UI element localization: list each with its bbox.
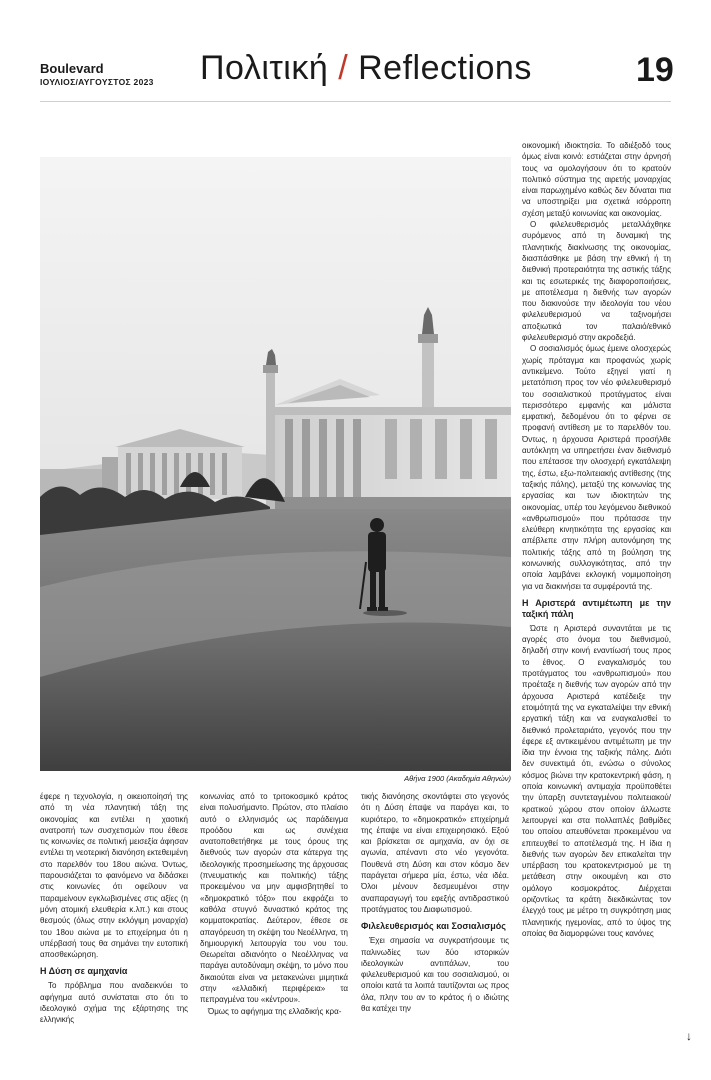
- subheading: Φιλελευθερισμός και Σοσιαλισμός: [361, 921, 506, 932]
- article-column-3: [361, 791, 509, 1061]
- photo-caption: Αθήνα 1900 (Ακαδημία Αθηνών): [404, 774, 511, 783]
- paragraph: Έχει σημασία να συγκρατήσουμε τις παλινωδίες των δύο ιστορικών ιδεολογικών αντιπάλων, του φιλελευθερισμού και του σοσιαλισμού, οι οποίοι κατά τα λοιπά ταυτίζονται ως προς όλα, πλην του αν το κράτος ή ο ιδιώτης θα κατέχει την: [361, 936, 509, 1014]
- paragraph: οικονομική ιδιοκτησία. Το αδιέξοδό τους όμως είναι κοινό: εστιάζεται στην άρνησή τους να ομολογήσουν ότι το κρατούν πολιτικό σύστημα της αιρετής μοναρχίας είναι παρωχημένο καθώς δεν δύναται πια να υποστηρίξει μια σχετικά ισόρροπη σχέση μεταξύ κοινωνίας και οικονομίας.: [522, 141, 671, 218]
- subheading: Η Αριστερά αντιμέτωπη με την ταξική πάλη: [522, 597, 671, 619]
- paragraph: Το πρόβλημα που αναδεικνύει το αφήγημα αυτό συνίσταται στο ότι το ιδεολογικό σχήμα της εξάρτησης της ελληνικής: [40, 981, 188, 1025]
- paragraph: Ο φιλελευθερισμός μεταλλάχθηκε συρόμενος από τη δυναμική της πλανητικής διακίνωσης της οικονομίας, διασπάσθηκε με βάση την εθνική ή τη διεθνική προτεραιότητα της αστικής τάξης και τις εσωτερικές της διαφοροποιήσεις, με αποτέλεσμα η διεθνής των αγορών που διακινούσε την ιδεολογία του νέου φιλελευθερισμού να ταξινομήσει αποξιωτικά τον παλαιό/εθνικό φιλελευθερισμό στην ακροδεξιά.: [522, 220, 671, 343]
- section-title-right: Reflections: [358, 49, 532, 87]
- section-title-left: Πολιτική: [200, 49, 329, 87]
- section-title-slash: /: [338, 49, 349, 87]
- paragraph: Ώστε η Αριστερά συναντάται με τις αγορές στο όνομα του διεθνισμού, δηλαδή στην κοινή εναντίωσή τους προς το έθνος. Ο εναγκαλισμός του προτάγματος του «ανθρωπισμού» που προέταξε η διεθνής των αγορών από την άρχουσα Αριστερά κατέδειξε την ετοιμότητά της να εγκαταλείψει την εθνική εργατική τάξη και να εναγκαλισθεί το διεθνικό προλεταριάτο, γεγονός που την έφερε εξ αντικειμένου αντιμέτωπη με την ίδια την έννοια της ταξικής πάλης. Διότι δεν συνεκτιμά ότι, ενώσω ο σύνολος κόσμος βιώνει την κρατοκεντρική φάση, η οποία κοινωνική αντιμαχία προϋποθέτει την ύπαρξη συντεταγμένου πολιτειακού/κρατικού χώρου στον οποίον άλλωστε λειτουργεί και στα πολλαπλές βαθμίδες του οποίου απευθύνεται προκειμένου να επιτευχθεί το αποτέλεσμά της. Η ίδια η διεθνής των αγορών δεν επικαλείται την υπέρβαση του κρατοκεντρισμού με τη μετάθεση στην οικουμένη και στο ομόλογο κοσμοκράτος. Διέρχεται οριζοντίως τα κράτη διεκδικώντας τον έλεγχό τους με μέτρο τη συγκρότηση μιας πλανητικής ηγεμονίας, από το ύψος της οποίας θα διαμορφώνει τους κανόνες: [522, 623, 671, 938]
- page-number: 19: [636, 51, 674, 89]
- article-photo: [40, 157, 511, 771]
- paragraph: Ο σοσιαλισμός όμως έμεινε ολοσχερώς χωρίς πρόταγμα και προφανώς χωρίς αντικείμενο. Τούτο εξηγεί γιατί η μετατόπιση προς τον νέο φιλελευθερισμό του σοσιαλιστικού προτάγματος είναι περισσότερο εμφανής και μάλιστα εμφατική, δεδομένου ότι το φέρνει σε προφανή αντίθεση με το παρελθόν του. Όντως, η άρχουσα Αριστερά προσήλθε αυτόκλητη να υπηρετήσει έναν διεθνισμό που επέτασσε την ολοσχερή εγκατάλειψη της, έστω, εξω-πολιτειακής αντίθεσης (της ταξικής πάλης), μεταξύ της κοινωνίας της εργασίας και των ιδιοκτητών της οικονομίας, υπέρ του λεγόμενου διεθνικού «ανθρωπισμού» που πρότασσε την ελεύθερη κινητικότητα της εργασίας και απέβλεπε στην πλήρη αυτονόμηση της πολιτικής τάξης από τη βούληση της κοινωνικής συλλογικότητας, από την οποία λαμβάνει εκλογική νομιμοποίηση για να διακινήσει τα συμφέροντά της.: [522, 344, 671, 591]
- paragraph: έφερε η τεχνολογία, η οικειοποίησή της από τη νέα πλανητική τάξη της οικονομίας και εντέλει η χαοτική ανατροπή των συσχετισμών που έθεσε τις κοινωνίες σε πολιτική μεισεξία άφησαν εντέλει τη νεοτερική διανόηση εκτεθειμένη στο παρελθόν του 18ου αιώνα. Όντως, παρουσιάζεται το φαινόμενο να διδάσκει στις κοινωνίες ότι οφείλουν να παραμείνουν εγκλωβισμένες στις αξίες (η μόνη ατομική ελευθερία κ.λπ.) και στους θεσμούς (όλως στην εκλόγιμη μοναρχία) του 18ου αιώνα με το επιχείρημα ότι η υπέρβασή τους θα σημάνει την ευτοπική αποσθεκώρηση.: [40, 792, 188, 960]
- paragraph: Όμως το αφήγημα της ελλαδικής κρα-: [208, 1006, 342, 1016]
- page-header: [0, 0, 711, 100]
- magazine-brand: Boulevard: [40, 61, 104, 76]
- issue-date: ΙΟΥΛΙΟΣ/ΑΥΓΟΥΣΤΟΣ 2023: [40, 77, 154, 87]
- article-column-1: [40, 791, 188, 1061]
- header-rule: [40, 101, 671, 102]
- section-title: [200, 48, 532, 88]
- paragraph: κοινωνίας από το τριτοκοσμικό κράτος είναι πολυσήμαντο. Πρώτον, στο πλαίσιο αυτό ο ελληνισμός ως παράδειγμα προόδου και ως συνέχεια ανατοποθετήθηκε με τους όρους της διεθνούς των αγορών στα κάτεργα της ιδεολογικής προσημείωσης της άρχουσας (πνευματικής και πολιτικής) τάξης προκειμένου να μην αμφισβητηθεί το «δημοκρατικό τόξο» που εκφράζει το καθόλα στυγνό δυναστικό κράτος της κομματοκρατίας. Δεύτερον, έθεσε σε απαγόρευση τη σκέψη του Νεοέλληνα, τη δημιουργική λειτουργία του νου του. Θεωρείται αδιανόητο ο Νεοέλληνας να παράγει αυτοδύναμη σκέψη, το μόνο που δικαιούται είναι να μετακενώνει μιμητικά στην «ελλαδική περιφέρεια» τα πεπραγμένα του «κέντρου».: [200, 792, 348, 1005]
- subheading: Η Δύση σε αμηχανία: [40, 966, 128, 977]
- article-column-4: [522, 140, 671, 1065]
- continue-arrow-icon: ↓: [686, 1029, 692, 1043]
- article-column-2: [200, 791, 348, 1061]
- paragraph: τικής διανόησης σκοντάφτει στο γεγονός ότι η Δύση έπαψε να παράγει και, το κυριότερο, το «δημοκρατικό» επιχείρημά της έπαψε να είναι επιχειρησιακό. Εξού και βρίσκεται σε αμηχανία, αν όχι σε αγωνία, απέναντι στο νέο γεγονότα. Πουθενά στη Δύση και στον κόσμο δεν παράγεται σήμερα μία, έστω, νέα ιδέα. Όλοι μένουν δεσμευμένοι στην αναπαραγωγή του εφεξής αντιδραστικού προτάγματος του Διαφωτισμού.: [361, 792, 509, 914]
